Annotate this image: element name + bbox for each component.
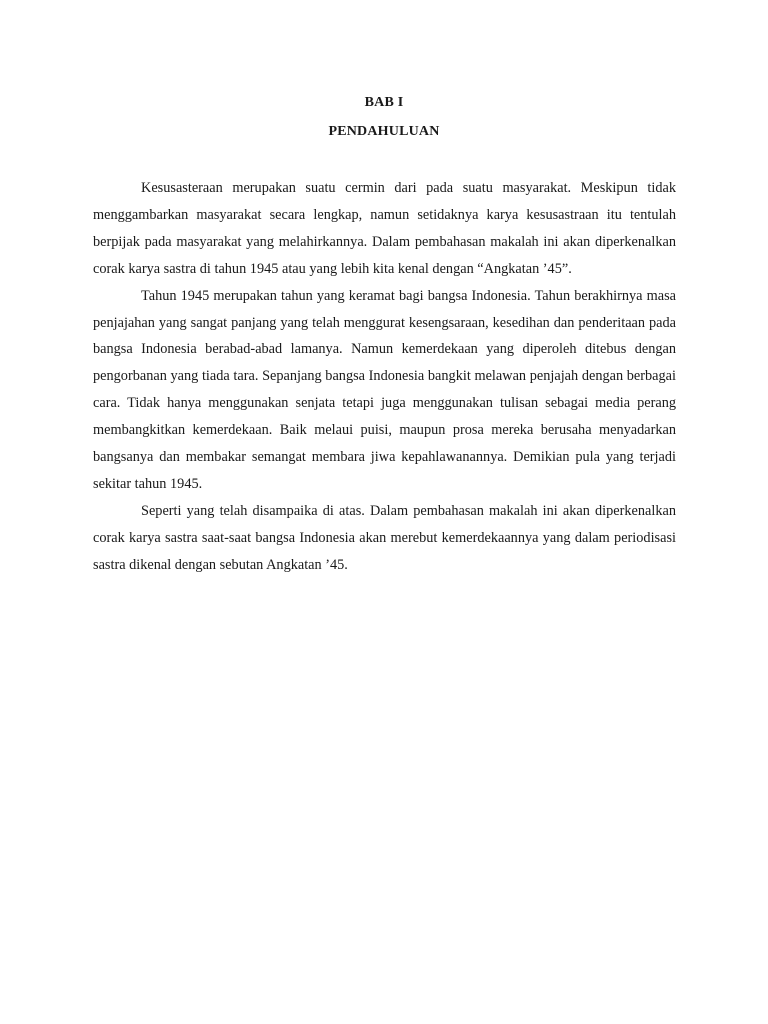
paragraph: Tahun 1945 merupakan tahun yang keramat bagi bangsa Indonesia. Tahun berakhirnya masa penjajahan yang sangat panjang yang telah menggurat kesengsaraan, kesedihan dan penderitaan pada bangsa Indonesia berabad-abad lamanya. Namun kemerdekaan yang diperoleh ditebus dengan pengorbanan yang tiada tara. Sepanjang bangsa Indonesia bangkit melawan penjajah dengan berbagai cara. Tidak hanya menggunakan senjata tetapi juga menggunakan tulisan sebagai media perang membangkitkan kemerdekaan. Baik melaui puisi, maupun prosa mereka berusaha menyadarkan bangsanya dan membakar semangat membara jiwa kepahlawanannya. Demikian pula yang terjadi sekitar tahun 1945. — [93, 287, 676, 492]
paragraph: Seperti yang telah disampaika di atas. Dalam pembahasan makalah ini akan diperkenalkan corak karya sastra saat-saat bangsa Indonesia akan merebut kemerdekaannya yang dalam periodisasi sastra dikenal dengan sebutan Angkatan ’45. — [93, 502, 676, 573]
paragraph: Kesusasteraan merupakan suatu cermin dari pada suatu masyarakat. Meskipun tidak menggambarkan masyarakat secara lengkap, namun setidaknya karya kesusastraan itu tentulah berpijak pada masyarakat yang melahirkannya. Dalam pembahasan makalah ini akan diperkenalkan corak karya sastra di tahun 1945 atau yang lebih kita kenal dengan “Angkatan ’45”. — [93, 180, 676, 277]
body-text — [93, 175, 676, 579]
chapter-heading: BAB I — [364, 95, 404, 110]
chapter-title: PENDAHULUAN — [328, 124, 440, 139]
